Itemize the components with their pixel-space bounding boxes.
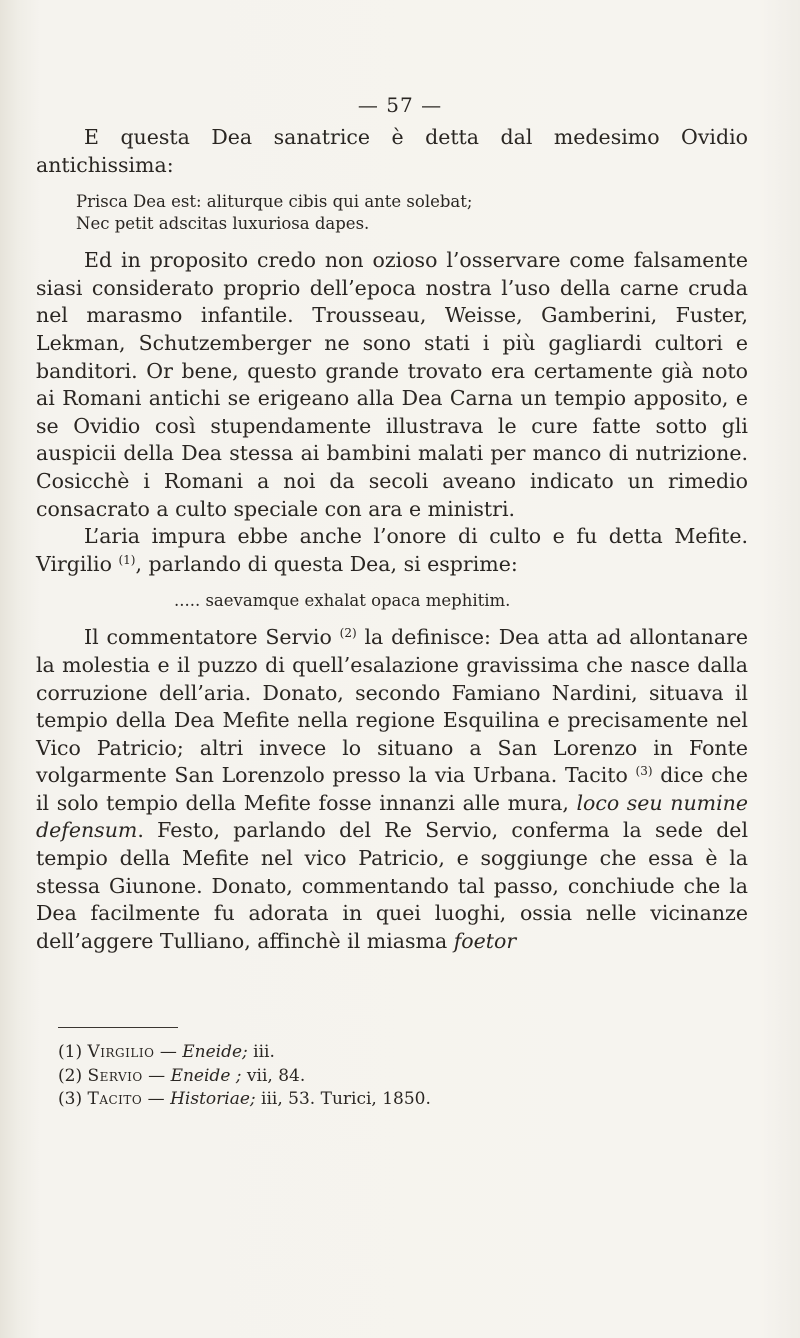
footnote-rest: vii, 84.	[241, 1065, 306, 1086]
footnote-author: Servio	[87, 1065, 143, 1086]
footnote-author: Tacito	[87, 1089, 143, 1109]
verse-quote-virgilio: ..... saevamque exhalat opaca mephitim.	[174, 591, 511, 611]
footnote-ref-2[interactable]: (2)	[339, 626, 357, 641]
page-number: — 57 —	[357, 93, 443, 117]
text-run: la definisce: Dea atta ad allontanare la molestia e il puzzo di quell’esalazione gravissima che nasce dalla corruzione dell’aria. Donato, secondo Famiano Nardini, situava il tempio della Dea Mefite nella regione Esquilina e precisamente nel Vico Patricio; altri invece lo situano a San Lorenzo in Fonte volgarmente San Lorenzolo presso la via Urbana. Tacito	[36, 625, 748, 788]
footnote-3	[58, 1088, 738, 1112]
latin-word: foetor	[453, 928, 517, 953]
footnote-ref-1[interactable]: (1)	[118, 552, 136, 567]
footnotes	[58, 1041, 738, 1112]
verse-line: Prisca Dea est: aliturque cibis qui ante solebat;	[76, 192, 473, 212]
footnote-number: (1)	[58, 1042, 83, 1062]
footnote-ref-3[interactable]: (3)	[635, 764, 653, 779]
footnote-rest: iii.	[247, 1042, 275, 1062]
paragraph-mefite	[36, 523, 748, 578]
footnote-work: Eneide;	[182, 1042, 248, 1062]
footnote-separator	[58, 1027, 178, 1028]
footnote-number: (3)	[58, 1089, 83, 1109]
footnote-work: Eneide ;	[170, 1065, 242, 1086]
text-run: . Festo, parlando del Re Servio, conferma la sede del tempio della Mefite nel vico Patricio, e soggiunge che essa è la stessa Giunone. Donato, commentando tal passo, conchiude che la Dea facilmente fu adorata in quei luoghi, ossia nelle vicinanze dell’aggere Tulliano, affinchè il miasma	[36, 818, 748, 953]
footnote-sep: —	[142, 1065, 171, 1086]
paragraph-carne-cruda: Ed in proposito credo non ozioso l’osservare come falsamente siasi considerato proprio dell’epoca nostra l’uso della carne cruda nel marasmo infantile. Trousseau, Weisse, Gamberini, Fuster, Lekman, Schutzemberger ne sono stati i più gagliardi cultori e banditori. Or bene, questo grande trovato era certamente già noto ai Romani antichi se erigeano alla Dea Carna un tempio apposito, e se Ovidio così stupendamente illustrava le cure fatte sotto gli auspicii della Dea stessa ai bambini malati per manco di nutrizione. Cosicchè i Romani a noi da secoli aveano indicato un rimedio consacrato a culto speciale con ara e ministri.	[36, 248, 748, 521]
text-run: dice che il solo tempio della Mefite fosse innanzi alle mura,	[36, 763, 748, 815]
paragraph-servio	[36, 624, 748, 955]
body-text	[36, 124, 748, 955]
latin-phrase: loco seu numine defensum	[36, 790, 748, 843]
footnote-1	[58, 1041, 738, 1065]
text-run: , parlando di questa Dea, si esprime:	[135, 551, 518, 576]
verse-line: Nec petit adscitas luxuriosa dapes.	[76, 214, 370, 234]
text-run: Il commentatore Servio	[84, 625, 340, 650]
verse-quote-ovidio	[76, 191, 748, 235]
footnote-author: Virgilio	[87, 1042, 155, 1062]
footnote-number: (2)	[58, 1065, 83, 1086]
intro-paragraph: E questa Dea sanatrice è detta dal medesimo Ovidio antichissima:	[36, 125, 748, 177]
footnote-work: Historiae;	[170, 1089, 256, 1109]
footnote-sep: —	[154, 1042, 183, 1062]
footnote-sep: —	[142, 1089, 171, 1109]
footnote-2	[58, 1065, 738, 1089]
text-run: L’aria impura ebbe anche l’onore di culto e fu detta Mefite. Virgilio	[36, 524, 748, 576]
footnote-rest: iii, 53. Turici, 1850.	[255, 1089, 431, 1109]
